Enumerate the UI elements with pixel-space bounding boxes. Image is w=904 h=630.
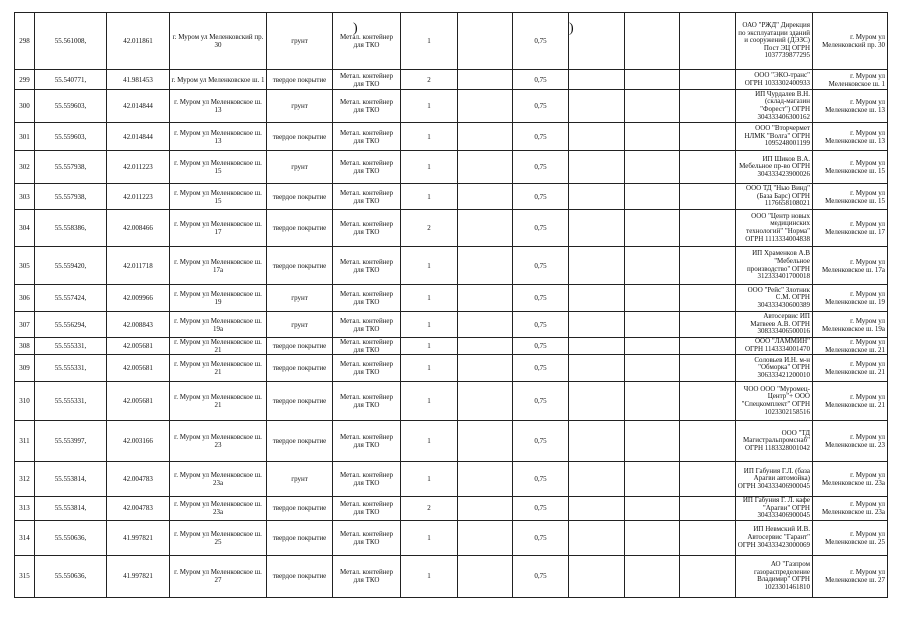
organization-cell: ИП Невмский И.В. Автосервис "Гарант" ОГРН 304333423000069 xyxy=(736,520,813,555)
table-row xyxy=(15,555,888,597)
surface-cell: грунт xyxy=(267,13,333,70)
container-type-cell: Метал. контейнер для ТКО xyxy=(333,123,401,151)
empty-cell xyxy=(680,382,736,421)
empty-cell xyxy=(569,421,625,462)
longitude-cell: 42.008466 xyxy=(107,210,170,247)
surface-cell: твердое покрытие xyxy=(267,210,333,247)
container-count-cell: 1 xyxy=(401,382,458,421)
empty-cell xyxy=(625,210,680,247)
latitude-cell: 55.555331, xyxy=(35,355,107,382)
empty-cell xyxy=(625,312,680,338)
table-row xyxy=(15,421,888,462)
latitude-cell: 55.553997, xyxy=(35,421,107,462)
address-cell: г. Муром ул Меленковское ш. 15 xyxy=(170,184,267,210)
container-count-cell: 1 xyxy=(401,338,458,355)
container-count-cell: 1 xyxy=(401,462,458,497)
source-location-cell: г. Муром ул Меленковское ш. 17а xyxy=(813,247,888,285)
volume-cell: 0,75 xyxy=(513,90,569,123)
table-row xyxy=(15,338,888,355)
address-cell: г. Муром ул Меленковский пр. 30 xyxy=(170,13,267,70)
organization-cell: ИП Храменков А.В "Мебельное производство" ОГРН 312333401700018 xyxy=(736,247,813,285)
empty-cell xyxy=(680,13,736,70)
empty-cell xyxy=(569,184,625,210)
longitude-cell: 42.005681 xyxy=(107,338,170,355)
empty-cell xyxy=(458,247,513,285)
latitude-cell: 55.553814, xyxy=(35,462,107,497)
latitude-cell: 55.561008, xyxy=(35,13,107,70)
row-number: 304 xyxy=(15,210,35,247)
empty-cell xyxy=(458,355,513,382)
latitude-cell: 55.550636, xyxy=(35,520,107,555)
source-location-cell: г. Муром ул Меленковское ш. 27 xyxy=(813,555,888,597)
empty-cell xyxy=(680,285,736,312)
row-number: 300 xyxy=(15,90,35,123)
empty-cell xyxy=(625,70,680,90)
empty-cell xyxy=(458,421,513,462)
empty-cell xyxy=(569,555,625,597)
empty-cell xyxy=(458,285,513,312)
empty-cell xyxy=(458,151,513,184)
empty-cell xyxy=(680,70,736,90)
container-count-cell: 2 xyxy=(401,70,458,90)
latitude-cell: 55.557938, xyxy=(35,151,107,184)
empty-cell xyxy=(569,355,625,382)
address-cell: г. Муром ул Меленковское ш. 13 xyxy=(170,123,267,151)
container-count-cell: 1 xyxy=(401,184,458,210)
table-row xyxy=(15,210,888,247)
address-cell: г. Муром ул Меленковское ш. 27 xyxy=(170,555,267,597)
address-cell: г. Муром ул Меленковское ш. 21 xyxy=(170,338,267,355)
latitude-cell: 55.555331, xyxy=(35,338,107,355)
volume-cell: 0,75 xyxy=(513,462,569,497)
surface-cell: твердое покрытие xyxy=(267,247,333,285)
empty-cell xyxy=(680,520,736,555)
container-count-cell: 1 xyxy=(401,312,458,338)
container-type-cell: Метал. контейнер для ТКО xyxy=(333,338,401,355)
empty-cell xyxy=(625,421,680,462)
row-number: 314 xyxy=(15,520,35,555)
volume-cell: 0,75 xyxy=(513,247,569,285)
empty-cell xyxy=(625,13,680,70)
row-number: 308 xyxy=(15,338,35,355)
table-row xyxy=(15,462,888,497)
source-location-cell: г. Муром ул Меленковское ш. 15 xyxy=(813,184,888,210)
organization-cell: ООО "Вторчермет НЛМК "Волга" ОГРН 1095248001199 xyxy=(736,123,813,151)
longitude-cell: 42.011223 xyxy=(107,184,170,210)
empty-cell xyxy=(680,355,736,382)
table-row xyxy=(15,13,888,70)
longitude-cell: 42.011223 xyxy=(107,151,170,184)
volume-cell: 0,75 xyxy=(513,382,569,421)
surface-cell: грунт xyxy=(267,462,333,497)
organization-cell: ООО "Рейс" Злотник С.М. ОГРН 304333430600389 xyxy=(736,285,813,312)
empty-cell xyxy=(680,123,736,151)
empty-cell xyxy=(625,355,680,382)
source-location-cell: г. Муром ул Меленковское ш. 25 xyxy=(813,520,888,555)
table-row xyxy=(15,247,888,285)
container-count-cell: 1 xyxy=(401,421,458,462)
organization-cell: ООО "ЛАММИН" ОГРН 1143334001470 xyxy=(736,338,813,355)
container-type-cell: Метал. контейнер для ТКО xyxy=(333,382,401,421)
empty-cell xyxy=(625,90,680,123)
source-location-cell: г. Муром ул Меленковское ш. 21 xyxy=(813,338,888,355)
empty-cell xyxy=(458,338,513,355)
container-type-cell: Метал. контейнер для ТКО xyxy=(333,312,401,338)
longitude-cell: 42.014844 xyxy=(107,90,170,123)
container-type-cell: Метал. контейнер для ТКО xyxy=(333,285,401,312)
container-type-cell: Метал. контейнер для ТКО xyxy=(333,13,401,70)
container-count-cell: 1 xyxy=(401,123,458,151)
container-count-cell: 1 xyxy=(401,285,458,312)
empty-cell xyxy=(625,123,680,151)
empty-cell xyxy=(458,70,513,90)
surface-cell: твердое покрытие xyxy=(267,123,333,151)
container-count-cell: 2 xyxy=(401,497,458,521)
container-count-cell: 1 xyxy=(401,247,458,285)
container-count-cell: 1 xyxy=(401,13,458,70)
empty-cell xyxy=(625,285,680,312)
organization-cell: ОАО "РЖД" Дирекция по эксплуатации зданий и сооружений (ДЭЗС) Пост ЭЦ ОГРН 1037739877295 xyxy=(736,13,813,70)
table-row xyxy=(15,312,888,338)
table-row xyxy=(15,520,888,555)
table-row xyxy=(15,90,888,123)
empty-cell xyxy=(680,210,736,247)
organization-cell: ИП Габуния Г.Л. (база Арагви автомойка) ОГРН 304333406900045 xyxy=(736,462,813,497)
address-cell: г. Муром ул Меленковское ш. 23а xyxy=(170,462,267,497)
volume-cell: 0,75 xyxy=(513,338,569,355)
row-number: 303 xyxy=(15,184,35,210)
longitude-cell: 41.997821 xyxy=(107,520,170,555)
organization-cell: ООО ТД "Нью Винд" (База Барс) ОГРН 1176658108021 xyxy=(736,184,813,210)
address-cell: г. Муром ул Меленковское ш. 23 xyxy=(170,421,267,462)
surface-cell: твердое покрытие xyxy=(267,70,333,90)
container-count-cell: 1 xyxy=(401,520,458,555)
source-location-cell: г. Муром ул Меленковское ш. 21 xyxy=(813,382,888,421)
volume-cell: 0,75 xyxy=(513,421,569,462)
source-location-cell: г. Муром ул Меленковское ш. 15 xyxy=(813,151,888,184)
empty-cell xyxy=(569,90,625,123)
longitude-cell: 42.014844 xyxy=(107,123,170,151)
empty-cell xyxy=(569,13,625,70)
organization-cell: ООО "ЭКО-транс" ОГРН 1033302400933 xyxy=(736,70,813,90)
longitude-cell: 42.011861 xyxy=(107,13,170,70)
row-number: 305 xyxy=(15,247,35,285)
volume-cell: 0,75 xyxy=(513,123,569,151)
source-location-cell: г. Муром ул Меленковское ш. 19а xyxy=(813,312,888,338)
surface-cell: твердое покрытие xyxy=(267,382,333,421)
latitude-cell: 55.540771, xyxy=(35,70,107,90)
address-cell: г. Муром ул Меленковское ш. 25 xyxy=(170,520,267,555)
container-count-cell: 1 xyxy=(401,555,458,597)
latitude-cell: 55.559603, xyxy=(35,123,107,151)
row-number: 307 xyxy=(15,312,35,338)
container-type-cell: Метал. контейнер для ТКО xyxy=(333,462,401,497)
empty-cell xyxy=(680,497,736,521)
surface-cell: твердое покрытие xyxy=(267,355,333,382)
volume-cell: 0,75 xyxy=(513,555,569,597)
surface-cell: твердое покрытие xyxy=(267,421,333,462)
organization-cell: ООО "Центр новых медицинских технологий" "Норма" ОГРН 1113334004838 xyxy=(736,210,813,247)
empty-cell xyxy=(625,382,680,421)
table-row xyxy=(15,151,888,184)
volume-cell: 0,75 xyxy=(513,210,569,247)
latitude-cell: 55.559420, xyxy=(35,247,107,285)
container-type-cell: Метал. контейнер для ТКО xyxy=(333,70,401,90)
empty-cell xyxy=(680,462,736,497)
empty-cell xyxy=(569,151,625,184)
table-row xyxy=(15,184,888,210)
empty-cell xyxy=(680,555,736,597)
empty-cell xyxy=(458,382,513,421)
empty-cell xyxy=(680,90,736,123)
longitude-cell: 42.005681 xyxy=(107,355,170,382)
container-type-cell: Метал. контейнер для ТКО xyxy=(333,555,401,597)
empty-cell xyxy=(569,382,625,421)
address-cell: г. Муром ул Меленковское ш. 21 xyxy=(170,355,267,382)
organization-cell: Автосервис ИП Матвеев А.В. ОГРН 308333406500016 xyxy=(736,312,813,338)
empty-cell xyxy=(458,90,513,123)
address-cell: г. Муром ул Меленковское ш. 23а xyxy=(170,497,267,521)
empty-cell xyxy=(680,312,736,338)
empty-cell xyxy=(458,497,513,521)
empty-cell xyxy=(680,421,736,462)
longitude-cell: 42.004783 xyxy=(107,462,170,497)
row-number: 313 xyxy=(15,497,35,521)
container-type-cell: Метал. контейнер для ТКО xyxy=(333,90,401,123)
empty-cell xyxy=(625,247,680,285)
empty-cell xyxy=(625,338,680,355)
table-row xyxy=(15,382,888,421)
empty-cell xyxy=(625,151,680,184)
container-count-cell: 1 xyxy=(401,355,458,382)
empty-cell xyxy=(625,520,680,555)
table-row xyxy=(15,70,888,90)
address-cell: г. Муром ул Меленковское ш. 1 xyxy=(170,70,267,90)
source-location-cell: г. Муром ул Меленковское ш. 17 xyxy=(813,210,888,247)
source-location-cell: г. Муром ул Меленковский пр. 30 xyxy=(813,13,888,70)
empty-cell xyxy=(625,555,680,597)
empty-cell xyxy=(625,497,680,521)
empty-cell xyxy=(458,210,513,247)
container-type-cell: Метал. контейнер для ТКО xyxy=(333,355,401,382)
row-number: 312 xyxy=(15,462,35,497)
longitude-cell: 42.003166 xyxy=(107,421,170,462)
container-type-cell: Метал. контейнер для ТКО xyxy=(333,497,401,521)
table-row xyxy=(15,285,888,312)
longitude-cell: 42.004783 xyxy=(107,497,170,521)
surface-cell: грунт xyxy=(267,312,333,338)
container-count-cell: 2 xyxy=(401,210,458,247)
table-row xyxy=(15,355,888,382)
empty-cell xyxy=(458,555,513,597)
surface-cell: грунт xyxy=(267,151,333,184)
empty-cell xyxy=(458,462,513,497)
volume-cell: 0,75 xyxy=(513,355,569,382)
container-type-cell: Метал. контейнер для ТКО xyxy=(333,184,401,210)
source-location-cell: г. Муром ул Меленковское ш. 13 xyxy=(813,123,888,151)
empty-cell xyxy=(625,184,680,210)
surface-cell: грунт xyxy=(267,90,333,123)
empty-cell xyxy=(458,520,513,555)
volume-cell: 0,75 xyxy=(513,151,569,184)
empty-cell xyxy=(680,184,736,210)
row-number: 301 xyxy=(15,123,35,151)
empty-cell xyxy=(569,123,625,151)
surface-cell: грунт xyxy=(267,285,333,312)
latitude-cell: 55.555331, xyxy=(35,382,107,421)
container-type-cell: Метал. контейнер для ТКО xyxy=(333,210,401,247)
address-cell: г. Муром ул Меленковское ш. 17 xyxy=(170,210,267,247)
volume-cell: 0,75 xyxy=(513,70,569,90)
organization-cell: Соловьев И.Н. м-н "Обморка" ОГРН 306333421200010 xyxy=(736,355,813,382)
latitude-cell: 55.556294, xyxy=(35,312,107,338)
table-row xyxy=(15,123,888,151)
container-count-cell: 1 xyxy=(401,151,458,184)
waste-sites-table xyxy=(14,12,888,598)
address-cell: г. Муром ул Меленковское ш. 15 xyxy=(170,151,267,184)
empty-cell xyxy=(569,210,625,247)
longitude-cell: 41.997821 xyxy=(107,555,170,597)
empty-cell xyxy=(625,462,680,497)
source-location-cell: г. Муром ул Меленковское ш. 19 xyxy=(813,285,888,312)
longitude-cell: 42.011718 xyxy=(107,247,170,285)
register-sheet xyxy=(14,12,888,598)
row-number: 299 xyxy=(15,70,35,90)
bracket-mark-icon: ) xyxy=(569,21,574,36)
source-location-cell: г. Муром ул Меленковское ш. 23а xyxy=(813,462,888,497)
container-type-cell: Метал. контейнер для ТКО xyxy=(333,247,401,285)
volume-cell: 0,75 xyxy=(513,13,569,70)
empty-cell xyxy=(458,184,513,210)
surface-cell: твердое покрытие xyxy=(267,497,333,521)
source-location-cell: г. Муром ул Меленковское ш. 23 xyxy=(813,421,888,462)
volume-cell: 0,75 xyxy=(513,184,569,210)
empty-cell xyxy=(569,520,625,555)
address-cell: г. Муром ул Меленковское ш. 21 xyxy=(170,382,267,421)
organization-cell: ЧОО ООО "Муромец-Центр"+ ООО "Спецкомплект" ОГРН 1023302158516 xyxy=(736,382,813,421)
longitude-cell: 42.008843 xyxy=(107,312,170,338)
organization-cell: ИП Габуния Г. Л. кафе "Арагви" ОГРН 304333406900045 xyxy=(736,497,813,521)
organization-cell: АО "Газпром газораспределение Владимир" ОГРН 1023301461810 xyxy=(736,555,813,597)
surface-cell: твердое покрытие xyxy=(267,520,333,555)
empty-cell xyxy=(569,338,625,355)
bracket-mark-icon: ) xyxy=(353,21,358,36)
latitude-cell: 55.553814, xyxy=(35,497,107,521)
organization-cell: ИП Шиков В.А. Мебельное пр-во ОГРН 304333423900026 xyxy=(736,151,813,184)
empty-cell xyxy=(569,285,625,312)
address-cell: г. Муром ул Меленковское ш. 17а xyxy=(170,247,267,285)
organization-cell: ООО "ТД Магистральпромснаб" ОГРН 1183328001042 xyxy=(736,421,813,462)
row-number: 306 xyxy=(15,285,35,312)
volume-cell: 0,75 xyxy=(513,312,569,338)
latitude-cell: 55.557938, xyxy=(35,184,107,210)
row-number: 309 xyxy=(15,355,35,382)
address-cell: г. Муром ул Меленковское ш. 13 xyxy=(170,90,267,123)
source-location-cell: г. Муром ул Меленковское ш. 1 xyxy=(813,70,888,90)
empty-cell xyxy=(569,70,625,90)
source-location-cell: г. Муром ул Меленковское ш. 13 xyxy=(813,90,888,123)
longitude-cell: 42.009966 xyxy=(107,285,170,312)
surface-cell: твердое покрытие xyxy=(267,184,333,210)
address-cell: г. Муром ул Меленковское ш. 19 xyxy=(170,285,267,312)
source-location-cell: г. Муром ул Меленковское ш. 21 xyxy=(813,355,888,382)
latitude-cell: 55.558386, xyxy=(35,210,107,247)
empty-cell xyxy=(569,247,625,285)
organization-cell: ИП Чурдалев В.Н. (склад-магазин "Форест") ОГРН 304333406300162 xyxy=(736,90,813,123)
container-type-cell: Метал. контейнер для ТКО xyxy=(333,520,401,555)
container-type-cell: Метал. контейнер для ТКО xyxy=(333,421,401,462)
empty-cell xyxy=(569,312,625,338)
volume-cell: 0,75 xyxy=(513,285,569,312)
empty-cell xyxy=(569,497,625,521)
surface-cell: твердое покрытие xyxy=(267,555,333,597)
empty-cell xyxy=(680,338,736,355)
row-number: 315 xyxy=(15,555,35,597)
row-number: 311 xyxy=(15,421,35,462)
longitude-cell: 42.005681 xyxy=(107,382,170,421)
empty-cell xyxy=(458,312,513,338)
container-type-cell: Метал. контейнер для ТКО xyxy=(333,151,401,184)
volume-cell: 0,75 xyxy=(513,497,569,521)
empty-cell xyxy=(569,462,625,497)
container-count-cell: 1 xyxy=(401,90,458,123)
row-number: 310 xyxy=(15,382,35,421)
latitude-cell: 55.550636, xyxy=(35,555,107,597)
latitude-cell: 55.557424, xyxy=(35,285,107,312)
empty-cell xyxy=(458,13,513,70)
source-location-cell: г. Муром ул Меленковское ш. 23а xyxy=(813,497,888,521)
row-number: 302 xyxy=(15,151,35,184)
longitude-cell: 41.981453 xyxy=(107,70,170,90)
empty-cell xyxy=(458,123,513,151)
empty-cell xyxy=(680,247,736,285)
volume-cell: 0,75 xyxy=(513,520,569,555)
address-cell: г. Муром ул Меленковское ш. 19а xyxy=(170,312,267,338)
latitude-cell: 55.559603, xyxy=(35,90,107,123)
row-number: 298 xyxy=(15,13,35,70)
surface-cell: твердое покрытие xyxy=(267,338,333,355)
table-row xyxy=(15,497,888,521)
empty-cell xyxy=(680,151,736,184)
